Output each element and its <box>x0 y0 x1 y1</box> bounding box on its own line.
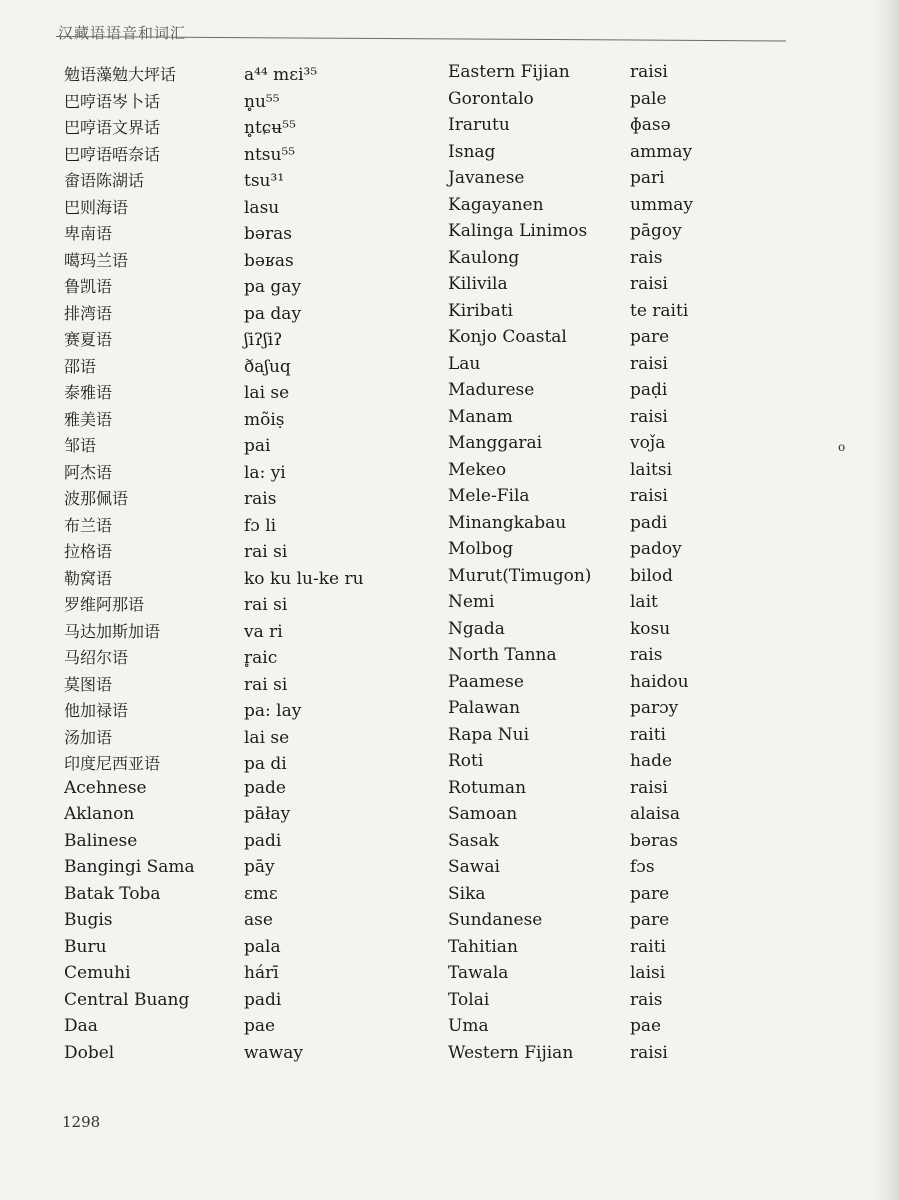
language-name: 汤加语 <box>64 727 113 747</box>
word-form: haidou <box>630 671 689 692</box>
word-form: kosu <box>630 618 671 639</box>
entry-row <box>64 274 364 301</box>
entry-row <box>64 115 364 142</box>
word-form: lait <box>630 592 658 612</box>
word-form: raisi <box>630 1042 668 1063</box>
language-name: 排湾语 <box>64 303 113 323</box>
word-form: raisi <box>630 62 668 82</box>
entry-row <box>448 539 693 566</box>
entry-row <box>64 248 364 275</box>
word-form: rai si <box>244 674 288 695</box>
language-name: Madurese <box>448 380 535 400</box>
entry-row <box>448 274 693 301</box>
entry-row <box>448 513 693 540</box>
language-name: 巴则海语 <box>64 197 129 217</box>
word-form: pae <box>630 1016 662 1036</box>
word-form: pare <box>630 910 670 930</box>
word-form: va ri <box>244 621 283 642</box>
language-name: Rotuman <box>448 777 527 798</box>
language-name: 邹语 <box>64 436 97 455</box>
word-form: ntsu⁵⁵ <box>244 144 296 165</box>
word-form: n̥u⁵⁵ <box>244 91 280 112</box>
word-form: hade <box>630 751 673 771</box>
word-form: pa di <box>244 754 287 774</box>
word-form: padi <box>244 989 282 1010</box>
language-name: Sasak <box>448 830 499 851</box>
word-form: pae <box>244 1016 276 1036</box>
language-name: Central Buang <box>64 989 190 1010</box>
word-form: a⁴⁴ mɛi³⁵ <box>244 65 318 85</box>
word-form: alaisa <box>630 804 681 824</box>
entry-row <box>448 963 693 990</box>
word-form: paḍi <box>630 380 668 400</box>
word-form: pare <box>630 327 670 347</box>
entry-row <box>64 1016 364 1043</box>
entry-row <box>448 778 693 805</box>
language-name: 雅美语 <box>64 409 113 429</box>
margin-mark: o <box>838 440 846 454</box>
word-form: pala <box>244 936 281 957</box>
entry-row <box>64 645 364 672</box>
language-name: 巴哼语岑卜话 <box>64 91 161 111</box>
language-name: Paamese <box>448 671 524 692</box>
word-form: pale <box>630 88 667 109</box>
entry-row <box>448 89 693 116</box>
word-form: pa gay <box>244 277 302 297</box>
language-name: Samoan <box>448 804 518 824</box>
word-form: raiti <box>630 936 666 957</box>
language-name: 勉语藻勉大坪话 <box>64 65 177 84</box>
language-name: 赛夏语 <box>64 330 113 349</box>
language-name: 拉格语 <box>64 542 113 561</box>
word-form: laitsi <box>630 459 673 480</box>
entry-row <box>64 168 364 195</box>
language-name: 波那佩语 <box>64 489 129 508</box>
page-edge-shadow <box>872 0 900 1200</box>
word-form: raisi <box>630 274 668 294</box>
entry-row <box>64 460 364 487</box>
word-form: la: yi <box>244 462 286 483</box>
word-form: raisi <box>630 486 668 506</box>
entry-row <box>64 619 364 646</box>
word-form: bəras <box>244 224 292 244</box>
entry-row <box>448 460 693 487</box>
word-form: raiti <box>630 724 666 745</box>
language-name: 卑南语 <box>64 224 113 243</box>
word-form: laisi <box>630 963 666 983</box>
language-name: 勒窝语 <box>64 568 113 588</box>
entry-row <box>64 433 364 460</box>
entry-row <box>448 645 693 672</box>
language-name: Bugis <box>64 910 113 930</box>
entry-row <box>448 248 693 275</box>
entry-row <box>64 566 364 593</box>
language-name: Kalinga Linimos <box>448 221 588 241</box>
word-form: ammay <box>630 141 693 162</box>
word-form: voǰa <box>630 433 666 453</box>
entry-row <box>64 89 364 116</box>
language-name: 马达加斯加语 <box>64 621 161 641</box>
word-form: hárī <box>244 963 279 983</box>
word-form: rai si <box>244 542 288 562</box>
entry-row <box>64 884 364 911</box>
entry-row <box>448 619 693 646</box>
entry-row <box>448 725 693 752</box>
entry-row <box>64 725 364 752</box>
entry-row <box>448 592 693 619</box>
word-form: rais <box>630 989 663 1010</box>
language-name: Batak Toba <box>64 883 161 904</box>
language-name: Rapa Nui <box>448 724 530 745</box>
language-name: Acehnese <box>64 777 147 798</box>
entry-row <box>64 804 364 831</box>
language-name: Cemuhi <box>64 963 131 983</box>
word-form: n̥tɕʉ⁵⁵ <box>244 118 296 138</box>
entry-row <box>448 804 693 831</box>
entry-row <box>64 380 364 407</box>
language-name: Konjo Coastal <box>448 327 567 347</box>
entry-row <box>448 142 693 169</box>
language-name: Lau <box>448 353 481 374</box>
entry-row <box>64 963 364 990</box>
word-form: pāgoy <box>630 221 682 241</box>
word-form: waway <box>244 1042 303 1063</box>
entry-row <box>64 486 364 513</box>
word-form: lai se <box>244 383 290 403</box>
word-form: pare <box>630 883 670 904</box>
word-form: pari <box>630 168 665 188</box>
language-name: Kiribati <box>448 300 513 321</box>
language-name: Sika <box>448 883 486 904</box>
word-form: fɔ li <box>244 515 277 536</box>
entry-row <box>64 1043 364 1070</box>
language-name: 巴哼语唔奈话 <box>64 144 161 164</box>
word-form: ko ku lu-ke ru <box>244 568 364 589</box>
entry-row <box>448 1016 693 1043</box>
word-form: mõiṣ <box>244 409 285 430</box>
entry-row <box>64 407 364 434</box>
language-name: Sundanese <box>448 910 543 930</box>
word-form: bilod <box>630 565 673 586</box>
language-name: Sawai <box>448 857 500 877</box>
word-form: pāy <box>244 857 275 877</box>
entry-row <box>64 62 364 89</box>
word-form: r̥aic <box>244 648 278 668</box>
entry-row <box>448 672 693 699</box>
language-name: Eastern Fijian <box>448 62 570 82</box>
entry-row <box>448 857 693 884</box>
entry-row <box>448 566 693 593</box>
language-name: Kilivila <box>448 274 508 294</box>
right-column <box>448 62 693 1069</box>
word-form: rai si <box>244 595 288 615</box>
entry-row <box>64 301 364 328</box>
word-form: rais <box>630 645 663 665</box>
word-form: raisi <box>630 353 668 374</box>
entry-row <box>64 778 364 805</box>
entry-row <box>64 327 364 354</box>
language-name: Balinese <box>64 830 138 851</box>
word-form: ʃiʔʃiʔ <box>244 330 283 350</box>
word-form: pāłay <box>244 804 291 824</box>
word-form: lasu <box>244 197 280 218</box>
entry-row <box>448 433 693 460</box>
entry-row <box>448 910 693 937</box>
language-name: Western Fijian <box>448 1042 574 1063</box>
left-column <box>64 62 364 1069</box>
language-name: 鲁凯语 <box>64 277 113 296</box>
language-name: 邵语 <box>64 356 97 376</box>
entry-row <box>448 751 693 778</box>
entry-row <box>64 195 364 222</box>
language-name: Isnag <box>448 141 496 162</box>
language-name: Aklanon <box>64 804 135 824</box>
language-name: Bangingi Sama <box>64 857 195 877</box>
language-name: 巴哼语文界话 <box>64 118 161 137</box>
entry-row <box>64 672 364 699</box>
entry-row <box>64 751 364 778</box>
entry-row <box>64 513 364 540</box>
entry-row <box>448 62 693 89</box>
entry-row <box>64 354 364 381</box>
running-head: 汉藏语语音和词汇 <box>58 24 187 42</box>
language-name: 印度尼西亚语 <box>64 754 161 773</box>
entry-row <box>448 301 693 328</box>
entry-row <box>448 990 693 1017</box>
word-form: ummay <box>630 194 693 215</box>
word-form: bəras <box>630 830 678 851</box>
word-form: pa: lay <box>244 701 302 721</box>
entry-row <box>448 1043 693 1070</box>
word-form: ase <box>244 910 273 930</box>
language-name: 罗维阿那语 <box>64 595 145 614</box>
language-name: 噶玛兰语 <box>64 250 129 270</box>
language-name: Daa <box>64 1016 98 1036</box>
word-form: raisi <box>630 777 668 798</box>
language-name: Minangkabau <box>448 512 567 533</box>
entry-row <box>448 115 693 142</box>
language-name: 他加禄语 <box>64 701 129 720</box>
word-form: rais <box>630 247 663 268</box>
language-name: Manam <box>448 406 513 427</box>
language-name: Uma <box>448 1016 489 1036</box>
language-name: Palawan <box>448 698 521 718</box>
word-form: te raiti <box>630 300 689 321</box>
language-name: 马绍尔语 <box>64 648 129 667</box>
word-form: padoy <box>630 539 682 559</box>
page-number: 1298 <box>62 1113 101 1131</box>
language-name: 泰雅语 <box>64 383 113 402</box>
word-form: pade <box>244 777 286 798</box>
word-form: pai <box>244 436 271 456</box>
language-name: 布兰语 <box>64 515 113 535</box>
entry-row <box>64 221 364 248</box>
word-form: tsu³¹ <box>244 171 285 191</box>
word-form: padi <box>630 512 668 533</box>
entry-row <box>64 592 364 619</box>
entry-row <box>448 380 693 407</box>
word-form: padi <box>244 830 282 851</box>
entry-row <box>64 937 364 964</box>
entry-row <box>64 698 364 725</box>
language-name: Javanese <box>448 168 525 188</box>
entry-row <box>448 354 693 381</box>
language-name: Manggarai <box>448 433 543 453</box>
language-name: Tawala <box>448 963 509 983</box>
entry-row <box>448 698 693 725</box>
language-name: Mekeo <box>448 459 507 480</box>
entry-row <box>64 831 364 858</box>
word-form: fɔs <box>630 857 655 877</box>
language-name: Murut(Timugon) <box>448 565 592 586</box>
language-name: Ngada <box>448 618 505 639</box>
language-name: Gorontalo <box>448 88 534 109</box>
word-form: raisi <box>630 406 668 427</box>
word-form: pa day <box>244 303 302 324</box>
entry-row <box>448 407 693 434</box>
entry-row <box>64 857 364 884</box>
entry-row <box>448 168 693 195</box>
language-name: Roti <box>448 751 484 771</box>
language-name: Tahitian <box>448 936 518 957</box>
entry-row <box>448 884 693 911</box>
word-form: lai se <box>244 727 290 748</box>
word-form: ɛmɛ <box>244 883 278 904</box>
entry-row <box>64 539 364 566</box>
word-form: ɸasə <box>630 115 671 135</box>
entry-row <box>64 910 364 937</box>
entry-row <box>448 937 693 964</box>
entry-row <box>448 486 693 513</box>
language-name: North Tanna <box>448 645 557 665</box>
language-name: 阿杰语 <box>64 462 113 482</box>
language-name: Kaulong <box>448 247 520 268</box>
entry-row <box>448 831 693 858</box>
word-form: rais <box>244 489 277 509</box>
language-name: Dobel <box>64 1042 115 1063</box>
language-name: Nemi <box>448 592 495 612</box>
entry-row <box>448 327 693 354</box>
language-name: Kagayanen <box>448 194 544 215</box>
language-name: Molbog <box>448 539 514 559</box>
word-form: ðaʃuq <box>244 356 291 377</box>
entry-row <box>64 990 364 1017</box>
word-form: bəʁas <box>244 250 294 271</box>
entry-row <box>448 221 693 248</box>
language-name: Tolai <box>448 989 490 1010</box>
language-name: 畲语陈湖话 <box>64 171 145 190</box>
language-name: Mele-Fila <box>448 486 530 506</box>
language-name: 莫图语 <box>64 674 113 694</box>
entry-row <box>448 195 693 222</box>
language-name: Buru <box>64 936 107 957</box>
entry-row <box>64 142 364 169</box>
language-name: Irarutu <box>448 115 510 135</box>
word-form: parɔy <box>630 698 679 718</box>
